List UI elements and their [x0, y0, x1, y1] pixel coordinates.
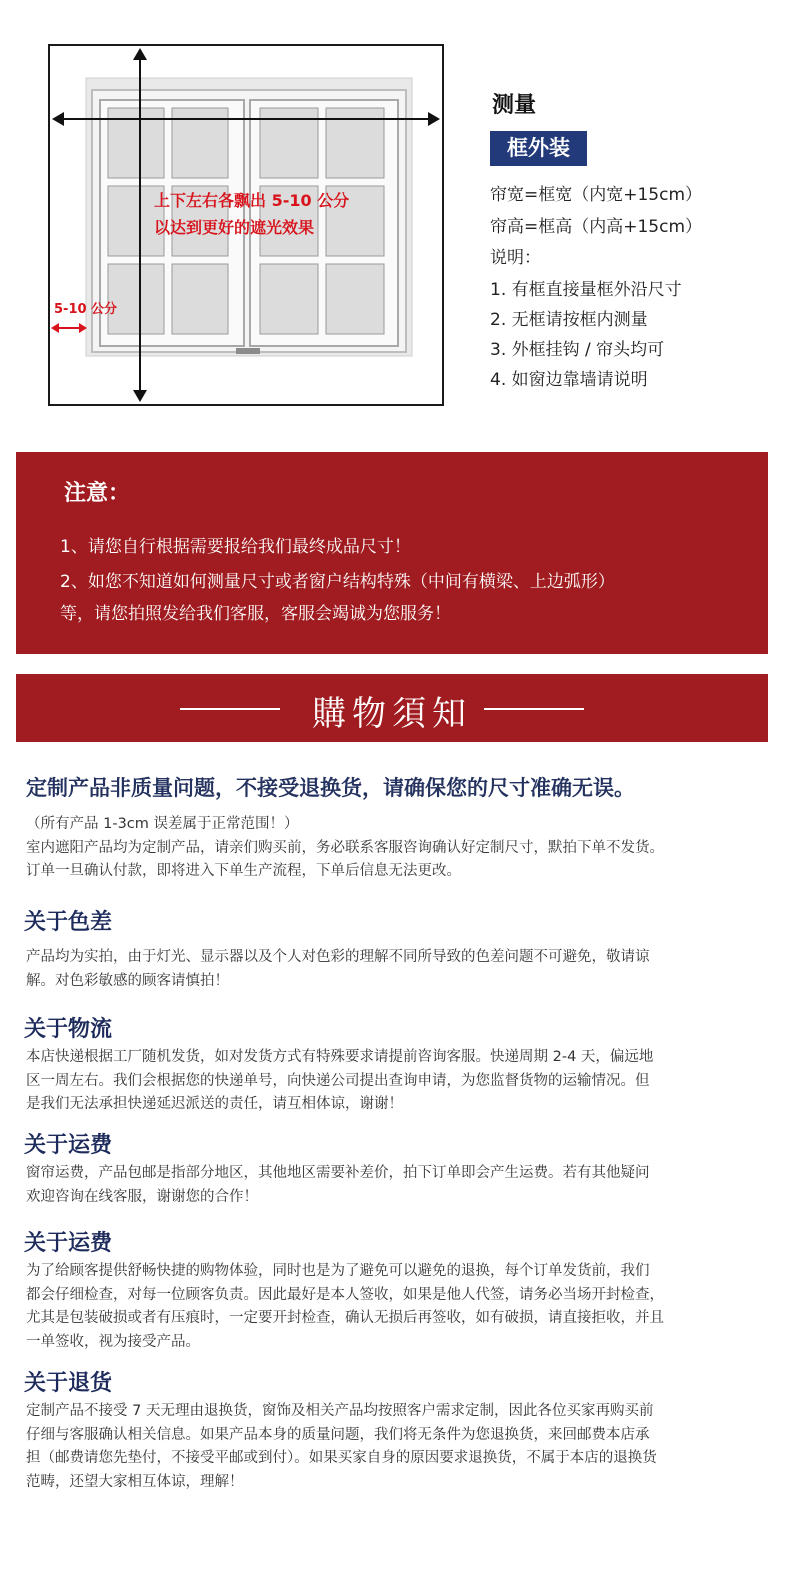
section-line: 担（邮费请您先垫付，不接受平邮或到付）。如果买家自身的原因要求退换货，不属于本店的退换货: [26, 1450, 657, 1467]
diagram-note-overhang: 上下左右各飘出 5-10 公分: [154, 191, 350, 210]
section-title-returns: 关于退货: [24, 1371, 113, 1396]
section-title-inspection: 关于运费: [24, 1231, 113, 1256]
section-body-color-difference: [26, 946, 766, 993]
measurement-section: [0, 0, 790, 440]
no-return-headline: 定制产品非质量问题，不接受退换货，请确保您的尺寸准确无误。: [26, 776, 635, 800]
section-line: 产品均为实拍，由于灯光、显示器以及个人对色彩的理解不同所导致的色差问题不可避免，敬请谅: [26, 949, 650, 965]
shopping-notice-banner: [16, 674, 768, 742]
section-title-logistics: 关于物流: [24, 1017, 113, 1042]
section-line: 都会仔细检查，对每一位顾客负责。因此最好是本人签收，如果是他人代签，请务必当场开封检查，: [26, 1286, 664, 1303]
intro-line: 室内遮阳产品均为定制产品，请亲们购买前，务必联系客服咨询确认好定制尺寸，默拍下单不发货。: [26, 839, 664, 856]
section-line: 尤其是包装破损或者有压痕时，一定要开封检查，确认无损后再签收，如有破损，请直接拒收，并且: [26, 1310, 664, 1327]
window-diagram: [48, 44, 444, 406]
notice-box: [16, 452, 768, 654]
explanation-label: 说明：: [490, 248, 541, 268]
section-line: 为了给顾客提供舒畅快捷的购物体验，同时也是为了避免可以避免的退换，每个订单发货前，我们: [26, 1263, 650, 1279]
section-line: 区一周左右。我们会根据您的快递单号，向快递公司提出查询申请，为您监督货物的运输情况。但: [26, 1072, 650, 1089]
intro-line: 订单一旦确认付款，即将进入下单生产流程，下单后信息无法更改。: [26, 863, 461, 880]
notice-item: 2、如您不知道如何测量尺寸或者窗户结构特殊（中间有横梁、上边弧形）: [60, 572, 615, 592]
section-body-inspection: [26, 1260, 766, 1354]
notice-title: 注意：: [64, 481, 131, 506]
section-line: 范畴，还望大家相互体谅，理解！: [26, 1473, 244, 1490]
diagram-note-shading: 以达到更好的遮光效果: [154, 218, 315, 237]
curtain-height-rule: 帘高=框高（内高+15cm）: [490, 217, 703, 237]
section-body-shipping-fee: [26, 1162, 766, 1209]
explanation-item: 1. 有框直接量框外沿尺寸: [490, 280, 682, 300]
section-body-logistics: [26, 1046, 766, 1117]
explanation-item: 2. 无框请按框内测量: [490, 310, 648, 330]
diagram-side-label: 5-10 公分: [54, 302, 118, 317]
notice-item-continued: 等，请您拍照发给我们客服，客服会竭诚为您服务！: [60, 604, 451, 624]
install-type-badge: 框外装: [490, 131, 587, 166]
intro-line: （所有产品 1-3cm 误差属于正常范围！）: [26, 816, 299, 832]
section-line: 定制产品不接受 7 天无理由退换货，窗饰及相关产品均按照客户需求定制，因此各位买家再购买前: [26, 1403, 654, 1419]
section-line: 欢迎咨询在线客服，谢谢您的合作！: [26, 1188, 258, 1205]
intro-paragraph: [26, 813, 766, 884]
notice-item: 1、请您自行根据需要报给我们最终成品尺寸！: [60, 537, 411, 557]
section-body-returns: [26, 1400, 766, 1494]
measure-title: 测量: [492, 93, 537, 118]
banner-title: 購物須知: [312, 694, 472, 734]
section-line: 一单签收，视为接受产品。: [26, 1333, 200, 1350]
section-line: 窗帘运费，产品包邮是指部分地区，其他地区需要补差价，拍下订单即会产生运费。若有其他疑问: [26, 1165, 650, 1181]
section-line: 仔细与客服确认相关信息。如果产品本身的质量问题，我们将无条件为您退换货，来回邮费本店承: [26, 1426, 650, 1443]
section-title-shipping-fee: 关于运费: [24, 1133, 113, 1158]
curtain-width-rule: 帘宽=框宽（内宽+15cm）: [490, 185, 703, 205]
section-line: 本店快递根据工厂随机发货，如对发货方式有特殊要求请提前咨询客服。快递周期 2-4 天，偏远地: [26, 1049, 654, 1065]
section-title-color-difference: 关于色差: [24, 910, 113, 935]
section-line: 解。对色彩敏感的顾客请慎拍！: [26, 972, 229, 989]
explanation-item: 4. 如窗边靠墙请说明: [490, 370, 648, 390]
banner-divider-right: [484, 708, 584, 710]
section-line: 是我们无法承担快递延迟派送的责任，请互相体谅，谢谢！: [26, 1096, 403, 1113]
explanation-item: 3. 外框挂钩 / 帘头均可: [490, 340, 665, 360]
